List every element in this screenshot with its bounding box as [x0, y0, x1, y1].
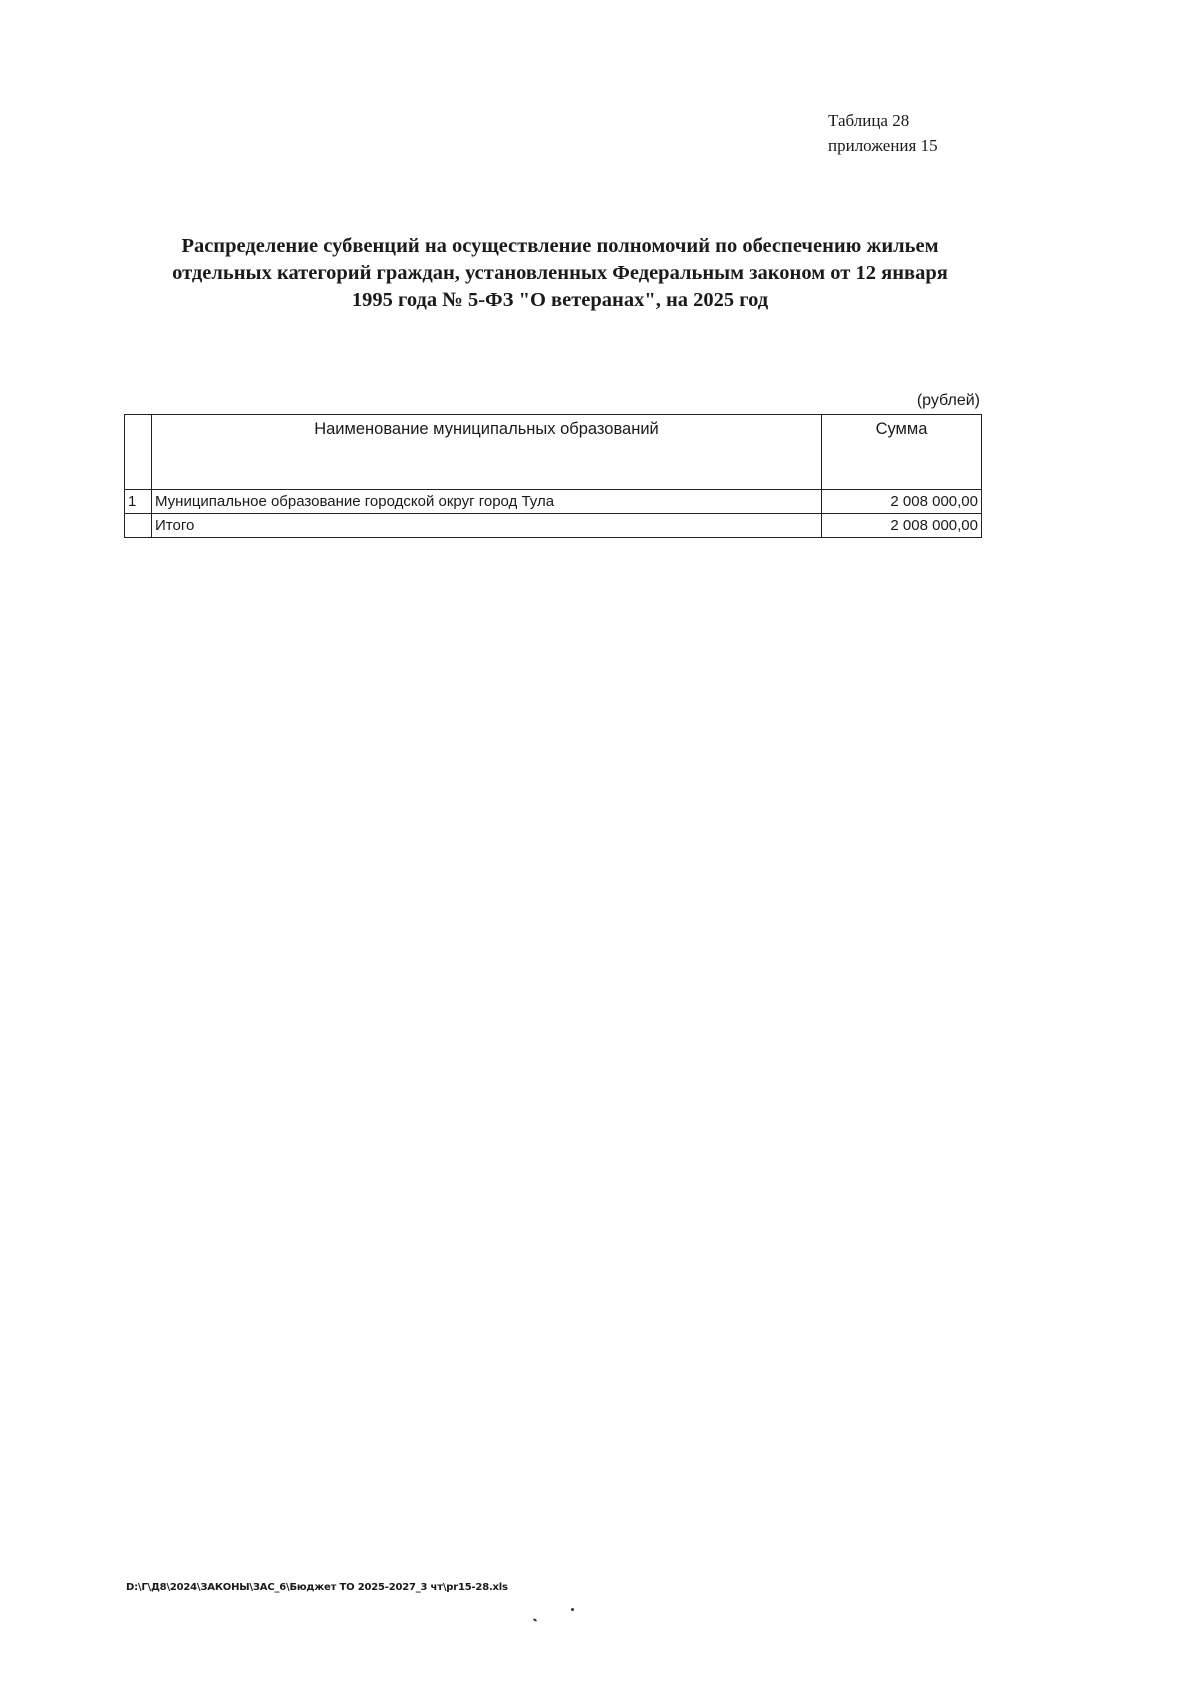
row-name: Муниципальное образование городской округ город Тула: [152, 490, 822, 514]
currency-units: (рублей): [916, 392, 980, 409]
header-number: [125, 415, 152, 490]
row-sum: 2 008 000,00: [822, 490, 982, 514]
file-path: D:\Г\Д8\2024\ЗАКОНЫ\ЗАС_6\Бюджет ТО 2025-2027_3 чт\pr15-28.xls: [126, 1582, 508, 1593]
header-name: Наименование муниципальных образований: [152, 415, 822, 490]
title-line-2: отдельных категорий граждан, установленных Федеральным законом от 12 января: [172, 262, 948, 284]
document-title: [130, 233, 990, 314]
appendix-label: приложения 15: [828, 136, 938, 155]
scan-speck: [533, 1618, 537, 1622]
title-line-3: 1995 года № 5-ФЗ "О ветеранах", на 2025 год: [351, 289, 769, 311]
total-row: [125, 514, 982, 538]
header-sum: Сумма: [822, 415, 982, 490]
table-number-label: Таблица 28: [828, 111, 910, 130]
title-line-1: Распределение субвенций на осуществление полномочий по обеспечению жильем: [181, 235, 939, 257]
total-label: Итого: [152, 514, 822, 538]
total-number: [125, 514, 152, 538]
total-sum: 2 008 000,00: [822, 514, 982, 538]
subsidy-table: [124, 414, 982, 538]
row-number: 1: [125, 490, 152, 514]
scan-speck: [571, 1608, 574, 1611]
table-header-row: [125, 415, 982, 490]
table-reference: [828, 108, 938, 158]
table-row: [125, 490, 982, 514]
